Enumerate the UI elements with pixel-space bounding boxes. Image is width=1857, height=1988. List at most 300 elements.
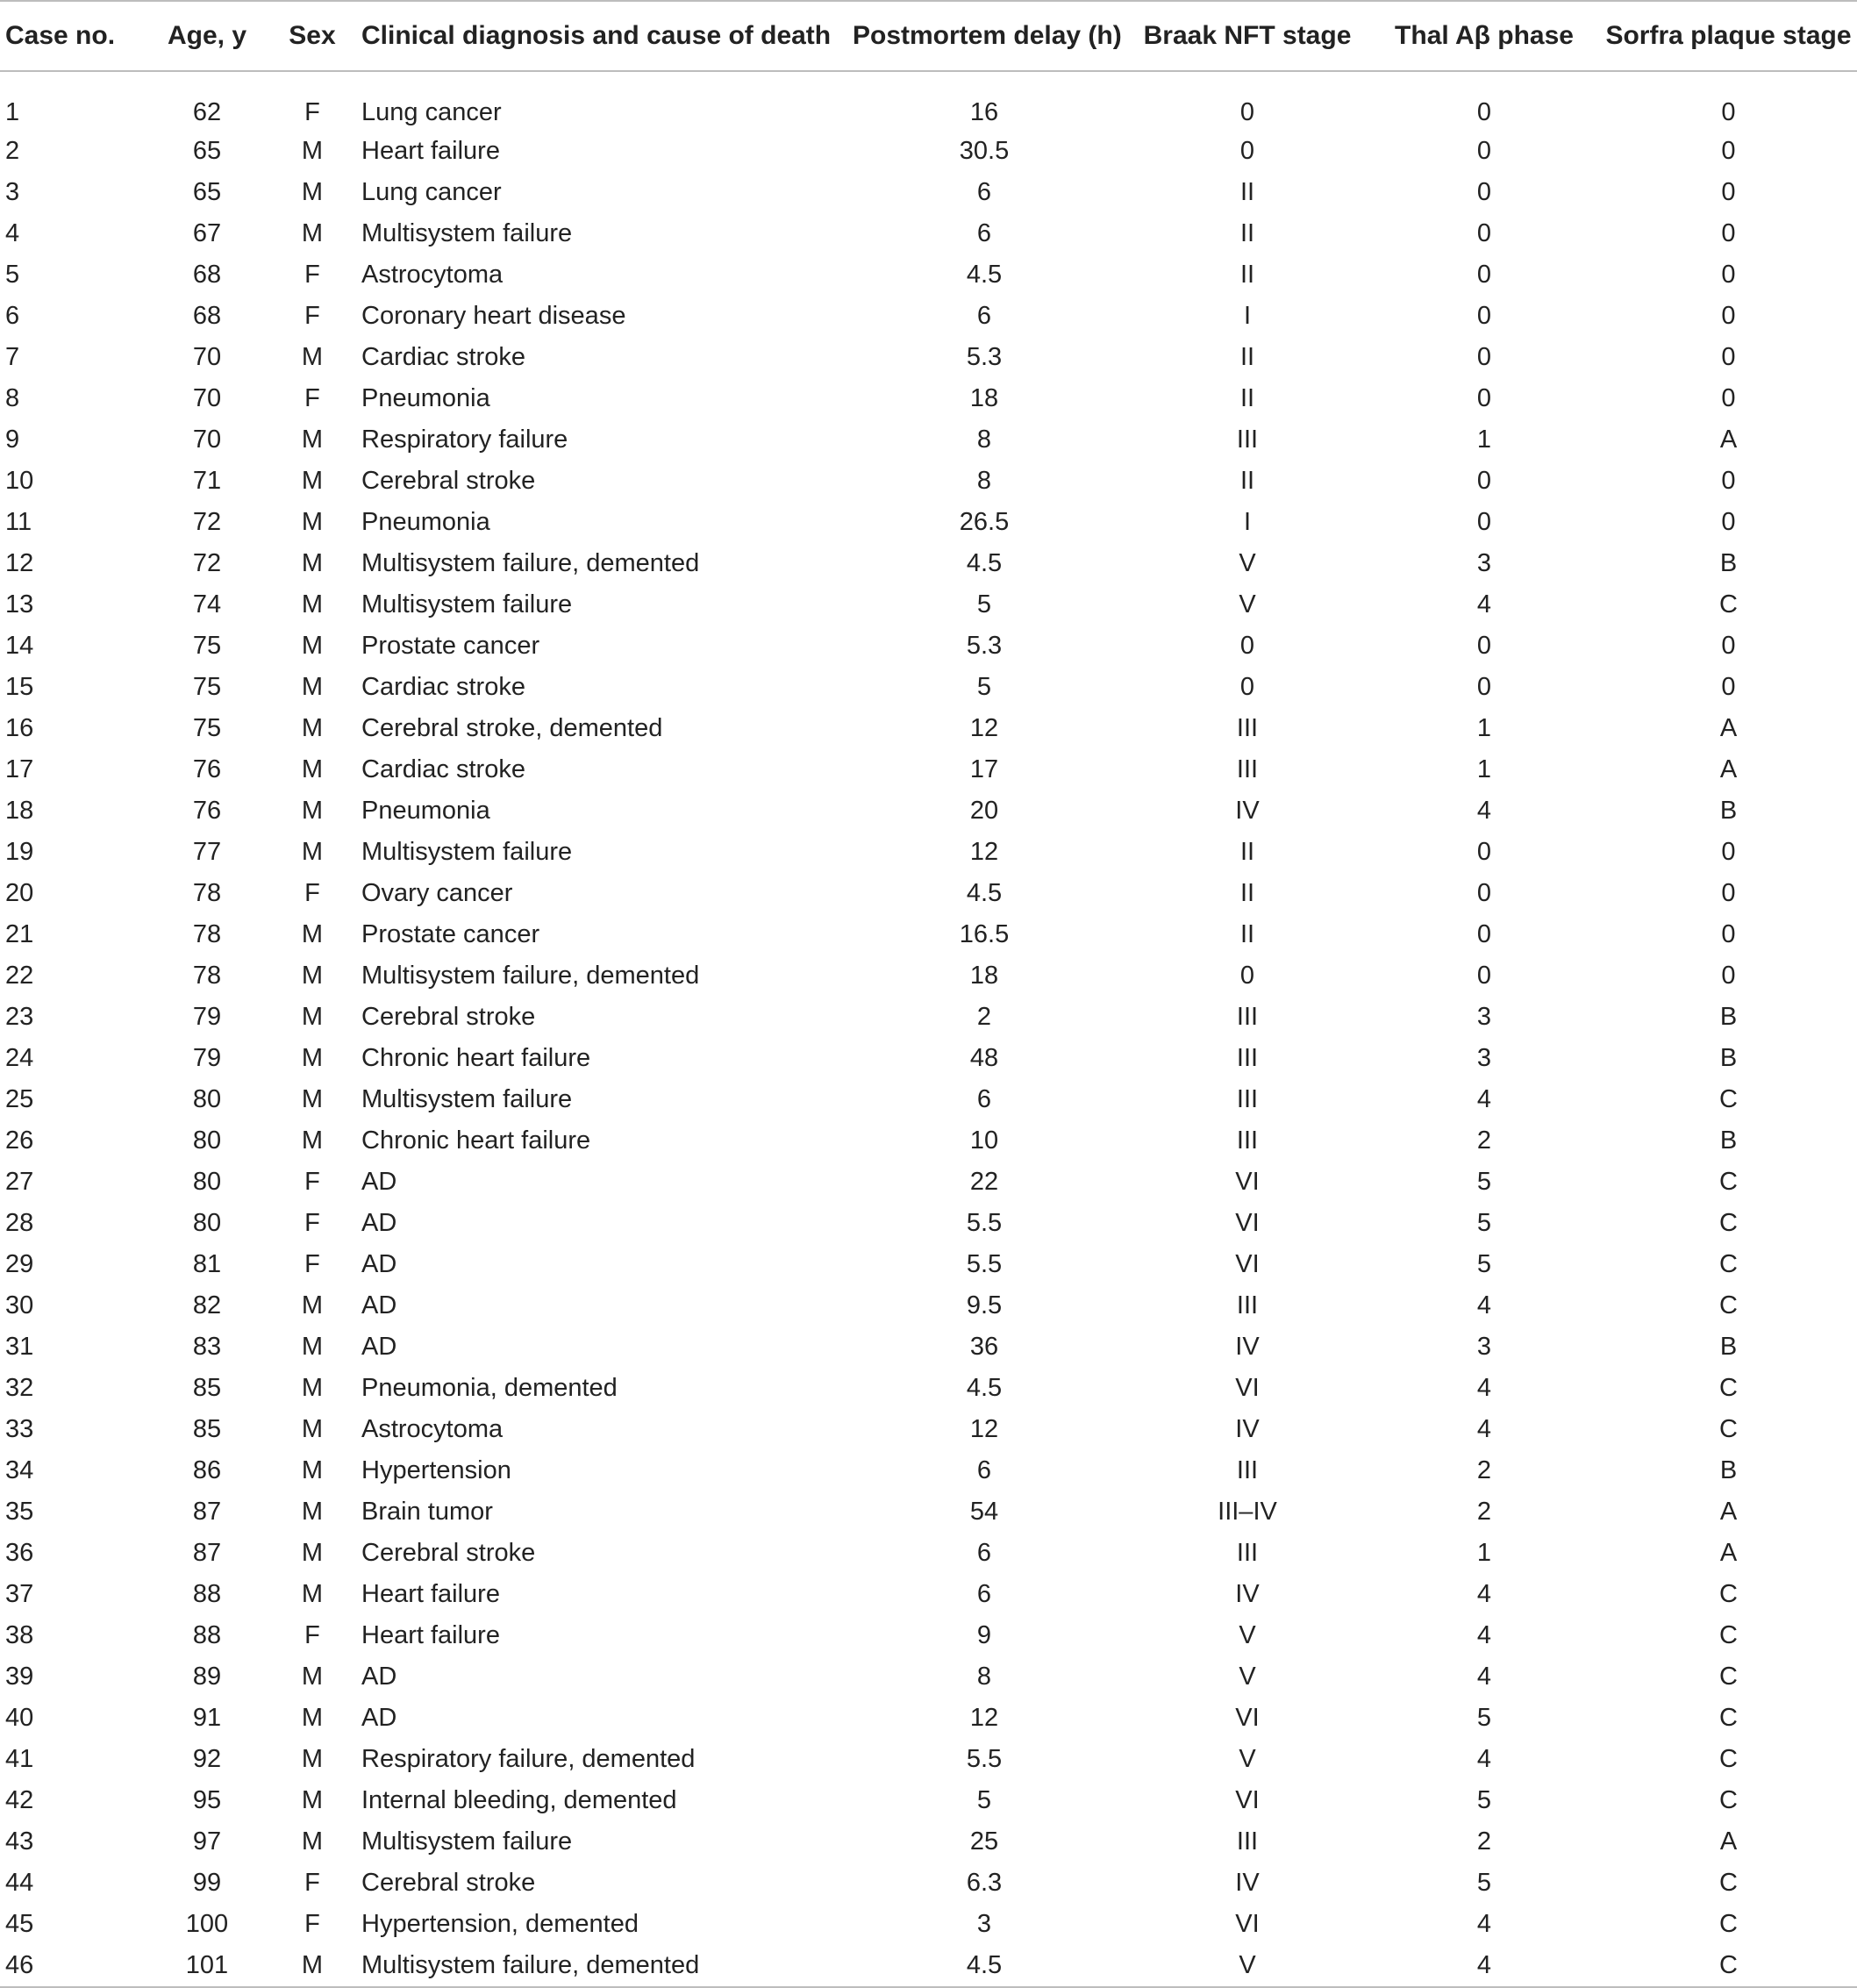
cell-age: 80 — [192, 1126, 222, 1155]
cell-sex: M — [301, 425, 324, 454]
cell-age: 100 — [185, 1910, 229, 1938]
cell-case-no: 13 — [5, 590, 34, 619]
cell-braak-stage: II — [1239, 178, 1255, 206]
cell-sex: M — [301, 755, 324, 783]
cell-age: 82 — [192, 1291, 222, 1319]
cell-age: 80 — [192, 1168, 222, 1196]
cell-postmortem-delay: 6 — [976, 1539, 992, 1567]
cell-sex: M — [301, 632, 324, 660]
cell-sorfra-stage: C — [1719, 1415, 1738, 1443]
cell-thal-phase: 1 — [1476, 714, 1492, 742]
cell-case-no: 34 — [5, 1456, 34, 1484]
cell-postmortem-delay: 36 — [969, 1333, 999, 1361]
cell-sorfra-stage: 0 — [1721, 879, 1736, 907]
cell-diagnosis: Cardiac stroke — [361, 755, 525, 783]
cell-thal-phase: 0 — [1476, 343, 1492, 371]
table-row — [0, 667, 1857, 708]
cell-postmortem-delay: 18 — [969, 962, 999, 990]
cell-braak-stage: 0 — [1239, 98, 1255, 126]
cell-braak-stage: 0 — [1239, 137, 1255, 165]
cell-age: 76 — [192, 755, 222, 783]
cell-sorfra-stage: B — [1719, 1003, 1738, 1031]
cell-age: 79 — [192, 1044, 222, 1072]
cell-sorfra-stage: C — [1719, 1621, 1738, 1649]
cell-sex: M — [301, 1291, 324, 1319]
cell-thal-phase: 0 — [1476, 962, 1492, 990]
cell-age: 68 — [192, 302, 222, 330]
cell-sex: F — [304, 1250, 320, 1278]
cell-postmortem-delay: 6 — [976, 302, 992, 330]
cell-thal-phase: 3 — [1476, 1003, 1492, 1031]
table-row — [0, 172, 1857, 213]
cell-diagnosis: Prostate cancer — [361, 632, 540, 660]
cell-diagnosis: Chronic heart failure — [361, 1126, 591, 1155]
table-row — [0, 1739, 1857, 1780]
cell-sex: M — [301, 1085, 324, 1113]
cell-diagnosis: Respiratory failure, demented — [361, 1745, 696, 1773]
cell-braak-stage: II — [1239, 879, 1255, 907]
cell-postmortem-delay: 6 — [976, 1456, 992, 1484]
table-row — [0, 1945, 1857, 1987]
cell-thal-phase: 5 — [1476, 1209, 1492, 1237]
cell-sorfra-stage: C — [1719, 1704, 1738, 1732]
cell-diagnosis: Brain tumor — [361, 1498, 493, 1526]
cell-age: 85 — [192, 1374, 222, 1402]
cell-age: 86 — [192, 1456, 222, 1484]
cell-sex: M — [301, 1415, 324, 1443]
cell-thal-phase: 4 — [1476, 797, 1492, 825]
cell-postmortem-delay: 5.5 — [966, 1745, 1003, 1773]
cell-postmortem-delay: 6 — [976, 1580, 992, 1608]
cell-age: 72 — [192, 508, 222, 536]
cell-age: 97 — [192, 1827, 222, 1856]
cell-diagnosis: Astrocytoma — [361, 261, 504, 289]
cell-sorfra-stage: 0 — [1721, 137, 1736, 165]
cell-case-no: 5 — [5, 261, 20, 289]
cell-postmortem-delay: 6 — [976, 178, 992, 206]
cell-age: 74 — [192, 590, 222, 619]
cell-case-no: 26 — [5, 1126, 34, 1155]
cell-sorfra-stage: A — [1719, 1498, 1738, 1526]
cell-sorfra-stage: A — [1719, 1539, 1738, 1567]
cell-diagnosis: Multisystem failure, demented — [361, 1951, 700, 1979]
cell-postmortem-delay: 5 — [976, 590, 992, 619]
cell-braak-stage: III — [1236, 1003, 1259, 1031]
cell-braak-stage: IV — [1235, 1415, 1260, 1443]
cell-thal-phase: 0 — [1476, 673, 1492, 701]
cell-diagnosis: Respiratory failure — [361, 425, 568, 454]
cell-case-no: 11 — [5, 508, 32, 536]
table-row — [0, 461, 1857, 502]
table-row — [0, 1863, 1857, 1904]
cell-diagnosis: Pneumonia — [361, 797, 490, 825]
cell-sorfra-stage: C — [1719, 1786, 1738, 1814]
cell-sorfra-stage: 0 — [1721, 673, 1736, 701]
table-row — [0, 1780, 1857, 1821]
cell-sex: F — [304, 261, 320, 289]
cell-postmortem-delay: 12 — [969, 714, 999, 742]
table-row — [0, 955, 1857, 997]
table-row — [0, 419, 1857, 461]
table-row — [0, 1368, 1857, 1409]
cell-postmortem-delay: 3 — [976, 1910, 992, 1938]
cell-diagnosis: Cardiac stroke — [361, 343, 525, 371]
cell-thal-phase: 0 — [1476, 879, 1492, 907]
cell-postmortem-delay: 54 — [969, 1498, 999, 1526]
table-row — [0, 1244, 1857, 1285]
cell-postmortem-delay: 30.5 — [959, 137, 1010, 165]
cell-case-no: 9 — [5, 425, 20, 454]
cell-postmortem-delay: 4.5 — [966, 1374, 1003, 1402]
cell-sorfra-stage: B — [1719, 1044, 1738, 1072]
cell-thal-phase: 1 — [1476, 1539, 1492, 1567]
header-thal-phase: Thal Aβ phase — [1379, 1, 1589, 71]
cell-braak-stage: VI — [1235, 1209, 1260, 1237]
cell-case-no: 3 — [5, 178, 20, 206]
cell-thal-phase: 5 — [1476, 1869, 1492, 1897]
table-row — [0, 1656, 1857, 1698]
cell-case-no: 36 — [5, 1539, 34, 1567]
cell-braak-stage: III — [1236, 1044, 1259, 1072]
cell-age: 65 — [192, 137, 222, 165]
cell-thal-phase: 2 — [1476, 1827, 1492, 1856]
cell-sorfra-stage: 0 — [1721, 178, 1736, 206]
cell-sorfra-stage: B — [1719, 1126, 1738, 1155]
cell-postmortem-delay: 5.3 — [966, 632, 1003, 660]
header-braak-stage: Braak NFT stage — [1116, 1, 1379, 71]
cell-sorfra-stage: B — [1719, 549, 1738, 577]
cell-sex: M — [301, 1745, 324, 1773]
cell-braak-stage: III — [1236, 755, 1259, 783]
cell-diagnosis: Pneumonia — [361, 508, 490, 536]
cell-sorfra-stage: 0 — [1721, 343, 1736, 371]
cell-thal-phase: 4 — [1476, 1291, 1492, 1319]
cell-sex: M — [301, 1374, 324, 1402]
cell-age: 89 — [192, 1663, 222, 1691]
cell-age: 81 — [192, 1250, 222, 1278]
table-row — [0, 1821, 1857, 1863]
cell-sex: M — [301, 1498, 324, 1526]
cell-case-no: 41 — [5, 1745, 34, 1773]
cell-age: 76 — [192, 797, 222, 825]
table-row — [0, 584, 1857, 626]
cell-sex: M — [301, 714, 324, 742]
cell-sex: M — [301, 343, 324, 371]
cell-case-no: 21 — [5, 920, 34, 948]
table-row — [0, 873, 1857, 914]
cell-sex: F — [304, 1209, 320, 1237]
cell-age: 72 — [192, 549, 222, 577]
cell-sex: M — [301, 219, 324, 247]
cell-case-no: 45 — [5, 1910, 34, 1938]
cell-diagnosis: Cerebral stroke, demented — [361, 714, 663, 742]
cell-postmortem-delay: 2 — [976, 1003, 992, 1031]
cell-sex: F — [304, 1621, 320, 1649]
cell-sex: M — [301, 962, 324, 990]
cell-case-no: 35 — [5, 1498, 34, 1526]
cell-braak-stage: V — [1239, 1951, 1256, 1979]
cell-sex: F — [304, 98, 320, 126]
table-row — [0, 1120, 1857, 1162]
cell-postmortem-delay: 16.5 — [959, 920, 1010, 948]
cell-postmortem-delay: 6.3 — [966, 1869, 1003, 1897]
cell-sorfra-stage: 0 — [1721, 261, 1736, 289]
cell-age: 88 — [192, 1580, 222, 1608]
cell-sex: F — [304, 1168, 320, 1196]
cell-age: 85 — [192, 1415, 222, 1443]
cell-postmortem-delay: 4.5 — [966, 549, 1003, 577]
cell-braak-stage: III — [1236, 1827, 1259, 1856]
cell-postmortem-delay: 4.5 — [966, 261, 1003, 289]
table-row — [0, 626, 1857, 667]
cell-sex: F — [304, 384, 320, 412]
cell-diagnosis: AD — [361, 1663, 397, 1691]
cell-age: 70 — [192, 384, 222, 412]
cell-age: 78 — [192, 962, 222, 990]
table-row — [0, 502, 1857, 543]
cell-sex: M — [301, 590, 324, 619]
table-row — [0, 1533, 1857, 1574]
cell-diagnosis: Cerebral stroke — [361, 1539, 536, 1567]
cell-braak-stage: III — [1236, 1126, 1259, 1155]
table-row — [0, 1162, 1857, 1203]
cell-braak-stage: III — [1236, 1291, 1259, 1319]
cell-diagnosis: Cerebral stroke — [361, 467, 536, 495]
cell-case-no: 25 — [5, 1085, 34, 1113]
cell-postmortem-delay: 4.5 — [966, 879, 1003, 907]
cell-case-no: 20 — [5, 879, 34, 907]
cell-thal-phase: 0 — [1476, 178, 1492, 206]
cell-thal-phase: 3 — [1476, 549, 1492, 577]
cell-case-no: 22 — [5, 962, 34, 990]
cell-braak-stage: V — [1239, 549, 1256, 577]
header-sex: Sex — [268, 1, 356, 71]
cell-sorfra-stage: C — [1719, 1168, 1738, 1196]
cell-age: 101 — [185, 1951, 229, 1979]
cell-sorfra-stage: 0 — [1721, 467, 1736, 495]
cell-thal-phase: 5 — [1476, 1250, 1492, 1278]
cell-postmortem-delay: 26.5 — [959, 508, 1010, 536]
cell-diagnosis: Heart failure — [361, 1621, 500, 1649]
cell-age: 71 — [192, 467, 222, 495]
cell-sex: F — [304, 1910, 320, 1938]
cell-thal-phase: 2 — [1476, 1498, 1492, 1526]
cell-diagnosis: Pneumonia, demented — [361, 1374, 618, 1402]
table-row — [0, 378, 1857, 419]
table-row — [0, 543, 1857, 584]
cell-thal-phase: 5 — [1476, 1168, 1492, 1196]
cell-age: 92 — [192, 1745, 222, 1773]
cell-diagnosis: Multisystem failure — [361, 590, 573, 619]
cell-diagnosis: AD — [361, 1168, 397, 1196]
table-row — [0, 1285, 1857, 1327]
cell-diagnosis: Multisystem failure — [361, 219, 573, 247]
cell-diagnosis: Cerebral stroke — [361, 1869, 536, 1897]
cell-sex: M — [301, 1951, 324, 1979]
cell-case-no: 23 — [5, 1003, 34, 1031]
cell-case-no: 42 — [5, 1786, 34, 1814]
table-row — [0, 213, 1857, 254]
cell-sex: M — [301, 549, 324, 577]
cell-sorfra-stage: C — [1719, 1663, 1738, 1691]
header-postmortem-delay: Postmortem delay (h) — [853, 1, 1116, 71]
cell-sex: F — [304, 1869, 320, 1897]
cell-case-no: 30 — [5, 1291, 34, 1319]
cell-diagnosis: Lung cancer — [361, 98, 502, 126]
cell-postmortem-delay: 10 — [969, 1126, 999, 1155]
cell-sorfra-stage: C — [1719, 590, 1738, 619]
cell-thal-phase: 1 — [1476, 755, 1492, 783]
cell-sorfra-stage: 0 — [1721, 962, 1736, 990]
cell-diagnosis: Cardiac stroke — [361, 673, 525, 701]
cell-thal-phase: 5 — [1476, 1786, 1492, 1814]
table-row — [0, 997, 1857, 1038]
cell-diagnosis: Hypertension — [361, 1456, 511, 1484]
cell-age: 75 — [192, 714, 222, 742]
cell-postmortem-delay: 8 — [976, 1663, 992, 1691]
cell-sex: M — [301, 797, 324, 825]
cell-case-no: 33 — [5, 1415, 34, 1443]
cell-sex: M — [301, 178, 324, 206]
cell-braak-stage: II — [1239, 838, 1255, 866]
cell-braak-stage: 0 — [1239, 632, 1255, 660]
cell-postmortem-delay: 17 — [969, 755, 999, 783]
cell-case-no: 32 — [5, 1374, 34, 1402]
cell-diagnosis: Cerebral stroke — [361, 1003, 536, 1031]
cell-age: 80 — [192, 1209, 222, 1237]
cell-sorfra-stage: A — [1719, 714, 1738, 742]
cell-case-no: 24 — [5, 1044, 34, 1072]
table-row — [0, 296, 1857, 337]
cell-case-no: 28 — [5, 1209, 34, 1237]
cell-sorfra-stage: C — [1719, 1250, 1738, 1278]
cell-case-no: 4 — [5, 219, 20, 247]
table-row — [0, 1450, 1857, 1491]
table-row — [0, 708, 1857, 749]
cell-diagnosis: AD — [361, 1333, 397, 1361]
cell-thal-phase: 2 — [1476, 1456, 1492, 1484]
cell-case-no: 1 — [5, 98, 20, 126]
table-row — [0, 1698, 1857, 1739]
cell-braak-stage: V — [1239, 590, 1256, 619]
table-row — [0, 337, 1857, 378]
header-row — [0, 1, 1857, 71]
cell-braak-stage: III–IV — [1218, 1498, 1277, 1526]
cell-postmortem-delay: 5 — [976, 673, 992, 701]
cell-diagnosis: Multisystem failure — [361, 1827, 573, 1856]
cell-thal-phase: 4 — [1476, 1415, 1492, 1443]
table-header — [0, 1, 1857, 71]
cell-diagnosis: Astrocytoma — [361, 1415, 504, 1443]
cell-braak-stage: III — [1236, 425, 1259, 454]
cell-sex: M — [301, 1456, 324, 1484]
cell-sex: M — [301, 1126, 324, 1155]
table-row — [0, 749, 1857, 790]
table-row — [0, 1038, 1857, 1079]
cell-case-no: 7 — [5, 343, 20, 371]
cell-sex: F — [304, 302, 320, 330]
cell-case-no: 2 — [5, 137, 20, 165]
cell-sorfra-stage: 0 — [1721, 920, 1736, 948]
cell-diagnosis: AD — [361, 1209, 397, 1237]
cell-sex: M — [301, 673, 324, 701]
cell-diagnosis: Multisystem failure — [361, 838, 573, 866]
cell-postmortem-delay: 12 — [969, 838, 999, 866]
cell-case-no: 31 — [5, 1333, 34, 1361]
cell-sorfra-stage: C — [1719, 1745, 1738, 1773]
table-row — [0, 1409, 1857, 1450]
cell-braak-stage: VI — [1235, 1786, 1260, 1814]
cell-case-no: 14 — [5, 632, 34, 660]
cell-case-no: 46 — [5, 1951, 34, 1979]
cell-thal-phase: 0 — [1476, 219, 1492, 247]
cell-thal-phase: 0 — [1476, 467, 1492, 495]
cell-braak-stage: III — [1236, 1085, 1259, 1113]
cell-age: 75 — [192, 632, 222, 660]
cell-sorfra-stage: C — [1719, 1951, 1738, 1979]
cell-sex: M — [301, 137, 324, 165]
cell-case-no: 39 — [5, 1663, 34, 1691]
cell-age: 70 — [192, 425, 222, 454]
cell-age: 62 — [192, 98, 222, 126]
cell-postmortem-delay: 20 — [969, 797, 999, 825]
cell-age: 91 — [192, 1704, 222, 1732]
cell-braak-stage: 0 — [1239, 962, 1255, 990]
table-row — [0, 1615, 1857, 1656]
cell-case-no: 43 — [5, 1827, 34, 1856]
cell-sex: M — [301, 467, 324, 495]
cell-postmortem-delay: 48 — [969, 1044, 999, 1072]
cell-case-no: 16 — [5, 714, 34, 742]
table-row — [0, 1203, 1857, 1244]
table-row — [0, 71, 1857, 131]
cell-sorfra-stage: 0 — [1721, 838, 1736, 866]
cell-postmortem-delay: 8 — [976, 425, 992, 454]
cell-postmortem-delay: 5.3 — [966, 343, 1003, 371]
cell-thal-phase: 4 — [1476, 1580, 1492, 1608]
cell-braak-stage: I — [1243, 508, 1252, 536]
cell-case-no: 17 — [5, 755, 34, 783]
cell-braak-stage: 0 — [1239, 673, 1255, 701]
cell-postmortem-delay: 16 — [969, 98, 999, 126]
cell-sorfra-stage: C — [1719, 1209, 1738, 1237]
cell-sorfra-stage: 0 — [1721, 384, 1736, 412]
cell-case-no: 15 — [5, 673, 34, 701]
cell-age: 78 — [192, 879, 222, 907]
cell-sex: M — [301, 508, 324, 536]
cell-thal-phase: 0 — [1476, 137, 1492, 165]
cell-age: 68 — [192, 261, 222, 289]
cell-age: 78 — [192, 920, 222, 948]
cell-sorfra-stage: C — [1719, 1085, 1738, 1113]
table-row — [0, 790, 1857, 832]
cell-sorfra-stage: A — [1719, 425, 1738, 454]
cell-sex: M — [301, 1044, 324, 1072]
table-row — [0, 1574, 1857, 1615]
cell-sex: M — [301, 1786, 324, 1814]
cell-braak-stage: II — [1239, 219, 1255, 247]
cell-sorfra-stage: C — [1719, 1374, 1738, 1402]
table-body — [0, 71, 1857, 1987]
table-row — [0, 254, 1857, 296]
cell-thal-phase: 0 — [1476, 508, 1492, 536]
cell-age: 75 — [192, 673, 222, 701]
cell-thal-phase: 0 — [1476, 920, 1492, 948]
cell-thal-phase: 4 — [1476, 1085, 1492, 1113]
cell-braak-stage: II — [1239, 261, 1255, 289]
table-row — [0, 832, 1857, 873]
cell-case-no: 18 — [5, 797, 34, 825]
